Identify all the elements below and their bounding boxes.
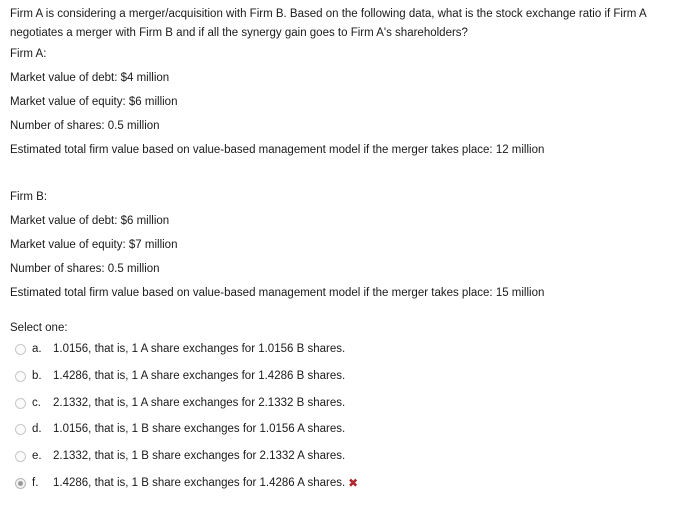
answer-option-c[interactable] [15,395,345,411]
radio-button-b[interactable] [15,371,26,382]
firm-b-shares: Number of shares: 0.5 million [10,263,160,275]
firm-b-estimate: Estimated total firm value based on value-based management model if the merger takes place: 15 million [10,287,545,299]
option-text: 2.1332, that is, 1 A share exchanges for 2.1332 B shares. [53,397,346,409]
firm-b-debt: Market value of debt: $6 million [10,215,170,227]
option-text: 1.0156, that is, 1 A share exchanges for 1.0156 B shares. [53,343,346,355]
answer-option-f[interactable] [15,475,358,491]
firm-a-shares: Number of shares: 0.5 million [10,120,160,132]
option-text: 1.4286, that is, 1 B share exchanges for 1.4286 A shares. [53,477,346,489]
option-letter: b. [32,370,42,382]
firm-a-debt: Market value of debt: $4 million [10,72,170,84]
answer-option-d[interactable] [15,421,345,437]
firm-b-heading: Firm B: [10,191,48,203]
radio-button-e[interactable] [15,451,26,462]
answer-option-b[interactable] [15,368,345,384]
firm-b-equity: Market value of equity: $7 million [10,239,178,251]
option-letter: a. [32,343,42,355]
radio-button-c[interactable] [15,398,26,409]
select-one-prompt: Select one: [10,322,68,334]
incorrect-x-icon: ✖ [348,476,359,490]
question-text: Firm A is considering a merger/acquisition with Firm B. Based on the following data, what is the stock exchange ratio if Firm A negotiates a merger with Firm B and if all the synergy gain goes to Firm A's shareholders? [10,8,646,39]
answer-option-a[interactable] [15,341,345,357]
radio-button-f-selected[interactable] [15,478,26,489]
firm-a-heading: Firm A: [10,48,47,60]
answer-option-e[interactable] [15,448,345,464]
option-letter: e. [32,450,42,462]
option-letter: c. [32,397,41,409]
option-text: 2.1332, that is, 1 B share exchanges for 2.1332 A shares. [53,450,346,462]
option-letter: f. [32,477,39,489]
radio-button-a[interactable] [15,344,26,355]
option-text: 1.0156, that is, 1 B share exchanges for 1.0156 A shares. [53,423,346,435]
option-letter: d. [32,423,42,435]
firm-a-equity: Market value of equity: $6 million [10,96,178,108]
radio-button-d[interactable] [15,424,26,435]
firm-a-estimate: Estimated total firm value based on value-based management model if the merger takes place: 12 million [10,144,545,156]
option-text: 1.4286, that is, 1 A share exchanges for 1.4286 B shares. [53,370,346,382]
